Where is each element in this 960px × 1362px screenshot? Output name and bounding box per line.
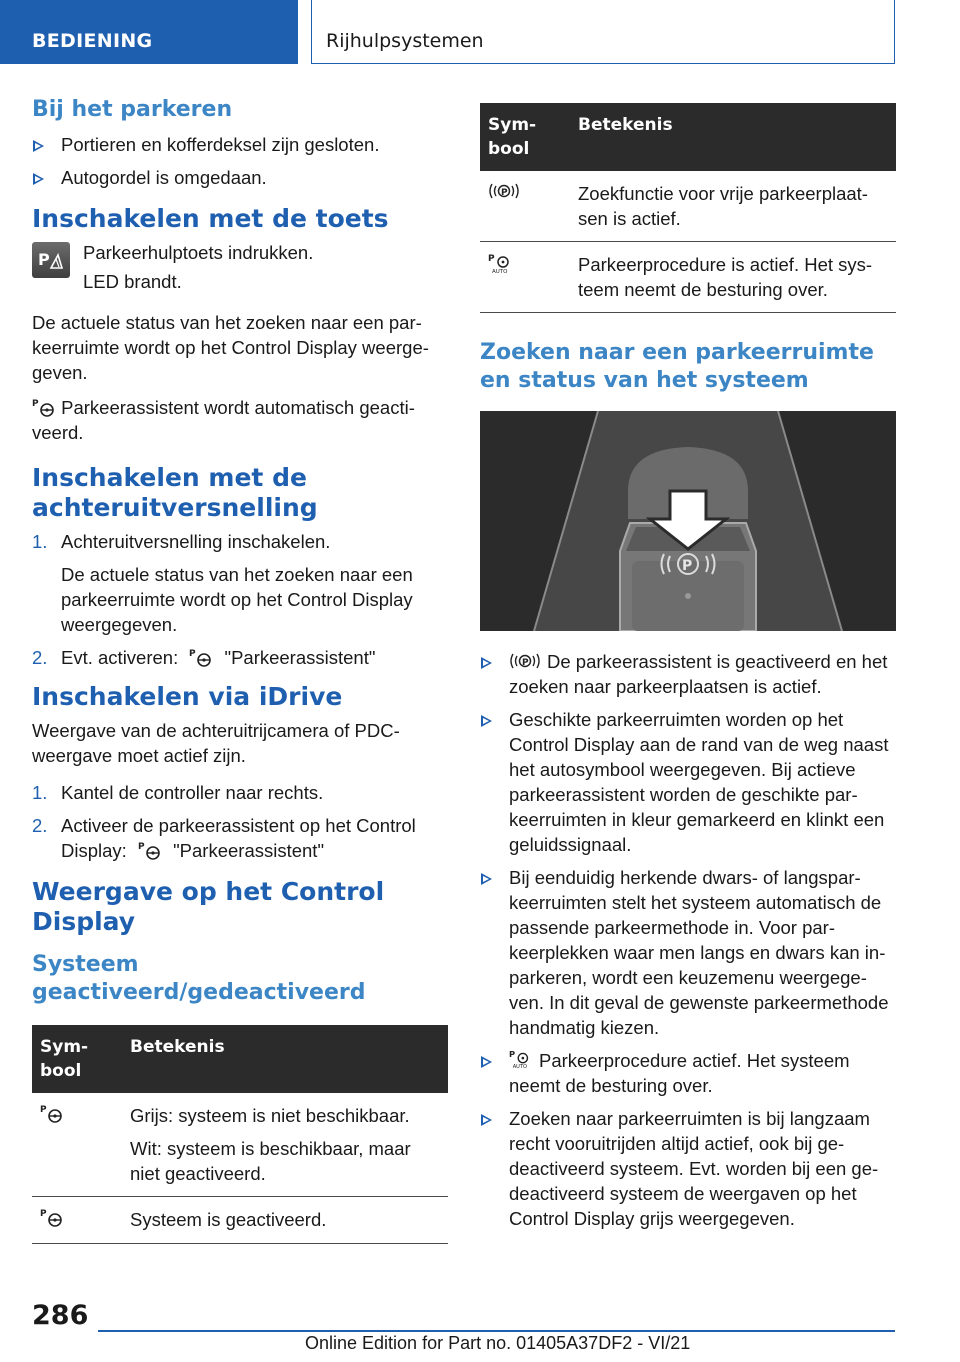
list-item: 2. Evt. activeren: P "Parkeerassistent" (32, 647, 376, 668)
svg-text:P: P (509, 1049, 516, 1060)
svg-text:P: P (40, 1105, 47, 1115)
svg-text:P: P (488, 254, 495, 264)
table-row: P AUTO Parkeerprocedure is actief. Het sys-teem neemt de besturing over. (480, 242, 896, 313)
footer-divider (98, 1330, 895, 1332)
list-item: 2. Activeer de parkeerassistent op het Control Display: P "Parkeerassistent" (32, 815, 416, 861)
parking-assistant-icon (138, 840, 162, 860)
list-item: Zoeken naar parkeerruimten is bij langzaam recht vooruitrijden altijd actief, ook bij ge-deactiveerd systeem. Evt. worden bij een ge-deactiveerd systeem de weergaven op het Control Display grijs weergegeven. (480, 1106, 896, 1231)
idrive-heading: Inschakelen via iDrive (32, 682, 343, 711)
auto-activate-text: P Parkeerassistent wordt automatisch geacti-veerd. (32, 397, 415, 443)
col-symbol: Sym-bool (32, 1025, 122, 1093)
button-heading: Inschakelen met de toets (32, 204, 389, 233)
table-header-row (32, 1025, 448, 1093)
section-label: BEDIENING (32, 30, 153, 52)
parking-search-icon (488, 181, 520, 201)
section-tab (0, 0, 298, 64)
parking-heading: Bij het parkeren (32, 97, 233, 122)
bullet-triangle-icon (481, 657, 492, 669)
svg-text:P: P (38, 250, 50, 269)
edition-text: Online Edition for Part no. 01405A37DF2 - VI/21 (305, 1333, 691, 1353)
svg-text:P: P (522, 658, 529, 668)
parking-assistant-icon (40, 1103, 64, 1123)
svg-text:P: P (137, 842, 145, 852)
list-item: Geschikte parkeerruimten worden op het Control Display aan de rand van de weg naast het autosymbool weergegeven. Bij actieve parkeerassistent worden de geschikte par-keerruimten in kleur gemarkeerd en klinkt een geluidssignaal. (480, 707, 896, 857)
control-display-image (480, 411, 896, 631)
svg-text:P: P (501, 188, 508, 198)
table-row: P Systeem is geactiveerd. (32, 1197, 448, 1244)
svg-text:AUTO: AUTO (512, 1064, 527, 1070)
bullet-triangle-icon (481, 715, 492, 727)
list-item: P AUTO Parkeerprocedure actief. Het systeem neemt de besturing over. (480, 1048, 896, 1098)
chapter-tab (311, 0, 895, 64)
reverse-steps (32, 529, 448, 670)
svg-text:P: P (32, 399, 39, 409)
parking-auto-icon (488, 252, 514, 274)
bullet-triangle-icon (481, 1114, 492, 1126)
parking-button-icon (32, 242, 70, 278)
chapter-label: Rijhulpsystemen (326, 30, 484, 52)
parking-assistant-icon (189, 647, 213, 667)
list-item: Portieren en kofferdeksel zijn gesloten. (32, 132, 448, 157)
svg-text:AUTO: AUTO (492, 269, 508, 274)
symbol-table-2 (480, 103, 896, 313)
bullet-triangle-icon (481, 1056, 492, 1068)
parking-bullets (32, 132, 448, 190)
display-heading: Weergave op het Control Display (32, 877, 385, 936)
idrive-steps (32, 780, 448, 863)
col-symbol: Sym-bool (480, 103, 570, 171)
reverse-heading: Inschakelen met de achteruitversnelling (32, 463, 318, 522)
left-column (32, 96, 448, 1254)
list-item: 1. Kantel de controller naar rechts. (32, 782, 324, 803)
idrive-intro: Weergave van de achteruitrijcamera of PDC-weergave moet actief zijn. (32, 720, 400, 766)
parking-auto-icon (509, 1048, 533, 1070)
bullet-triangle-icon (33, 173, 44, 185)
list-item: P De parkeerassistent is geactiveerd en het zoeken naar parkeerplaatsen is actief. (480, 649, 896, 699)
list-item: Autogordel is omgedaan. (32, 165, 448, 190)
list-item: Bij eenduidig herkende dwars- of langspar-keerruimten stelt het systeem automatisch de passende parkeermethode in. Voor par-keerplekken waar men langs en dwars kan in-parkeren, wordt een keuzemenu weergege-ven. In dit geval de gewenste parkeermethode handmatig kiezen. (480, 865, 896, 1040)
table-header-row (480, 103, 896, 171)
parking-search-icon (509, 651, 541, 671)
button-instruction (32, 240, 448, 300)
symbol-table-1 (32, 1025, 448, 1244)
table-row: P Grijs: systeem is niet beschikbaar. Wit: systeem is beschikbaar, maar niet geactiveerd. (32, 1093, 448, 1197)
right-column (480, 103, 896, 1241)
display-text: De actuele status van het zoeken naar een par-keerruimte wordt op het Control Display weerge-geven. (32, 312, 429, 383)
bullet-triangle-icon (33, 140, 44, 152)
button-action-text: Parkeerhulptoets indrukken. (83, 242, 314, 263)
svg-text:P: P (189, 649, 196, 659)
search-heading: Zoeken naar een parkeerruimte en status van het systeem (480, 340, 874, 393)
col-meaning: Betekenis (570, 103, 896, 171)
svg-text:P: P (682, 558, 693, 574)
search-bullets (480, 649, 896, 1231)
bullet-triangle-icon (481, 873, 492, 885)
control-display-illustration (480, 411, 896, 631)
system-heading: Systeem geactiveerd/gedeactiveerd (32, 952, 366, 1005)
parking-assistant-icon (40, 1207, 64, 1227)
table-row: P Zoekfunctie voor vrije parkeerplaat-sen is actief. (480, 171, 896, 242)
parking-assistant-icon (32, 397, 56, 417)
svg-text:P: P (40, 1209, 47, 1219)
led-text: LED brandt. (83, 271, 182, 292)
page-number: 286 (32, 1300, 89, 1331)
col-meaning: Betekenis (122, 1025, 448, 1093)
list-item: 1. Achteruitversnelling inschakelen. De actuele status van het zoeken naar een parkeerruimte wordt op het Control Display weergegeven. (32, 531, 413, 635)
